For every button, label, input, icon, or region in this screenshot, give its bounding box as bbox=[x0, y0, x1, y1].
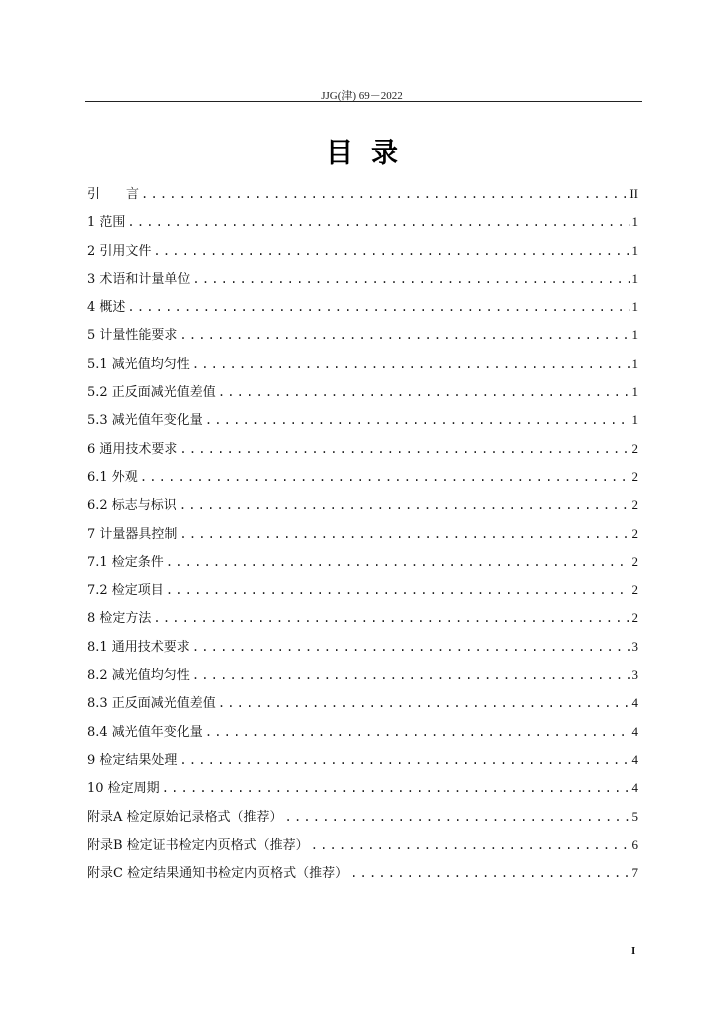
toc-dot-leader bbox=[205, 406, 630, 434]
toc-dot-leader bbox=[285, 803, 630, 831]
toc-dot-leader bbox=[141, 180, 627, 208]
toc-entry[interactable] bbox=[87, 350, 638, 378]
toc-entry-page: 1 bbox=[631, 214, 638, 230]
toc-entry-page: 2 bbox=[631, 468, 638, 484]
toc-entry[interactable] bbox=[87, 576, 638, 604]
toc-dot-leader bbox=[192, 265, 629, 293]
toc-entry-page: 6 bbox=[631, 836, 638, 852]
toc-entry-label: 5.1 减光值均匀性 bbox=[87, 356, 190, 372]
toc-entry[interactable] bbox=[87, 237, 638, 265]
toc-entry[interactable] bbox=[87, 180, 638, 208]
toc-entry-label: 6.2 标志与标识 bbox=[87, 498, 177, 514]
toc-dot-leader bbox=[166, 548, 630, 576]
toc-entry-label: 5.2 正反面减光值差值 bbox=[87, 385, 216, 401]
toc-entry-page: 1 bbox=[631, 270, 638, 286]
toc-entry-page: 1 bbox=[631, 384, 638, 400]
toc-dot-leader bbox=[179, 491, 630, 519]
toc-entry-label: 5 计量性能要求 bbox=[87, 328, 178, 344]
toc-entry[interactable] bbox=[87, 378, 638, 406]
toc-entry-label: 附录B 检定证书检定内页格式（推荐） bbox=[87, 837, 309, 853]
toc-entry[interactable] bbox=[87, 718, 638, 746]
toc-entry[interactable] bbox=[87, 321, 638, 349]
toc-entry-label: 6 通用技术要求 bbox=[87, 441, 178, 457]
toc-entry-label: 附录C 检定结果通知书检定内页格式（推荐） bbox=[87, 866, 349, 882]
toc-entry-page: 2 bbox=[631, 440, 638, 456]
toc-entry-label: 4 概述 bbox=[87, 300, 126, 316]
toc-dot-leader bbox=[179, 520, 629, 548]
toc-entry-page: II bbox=[629, 186, 638, 201]
toc-entry[interactable] bbox=[87, 831, 638, 859]
toc-dot-leader bbox=[127, 208, 629, 236]
toc-entry-label: 8.1 通用技术要求 bbox=[87, 639, 190, 655]
toc-entry[interactable] bbox=[87, 265, 638, 293]
toc-entry[interactable] bbox=[87, 633, 638, 661]
toc-entry-page: 3 bbox=[631, 667, 638, 683]
toc-entry-label: 8.2 减光值均匀性 bbox=[87, 668, 190, 684]
toc-entry-page: 2 bbox=[631, 525, 638, 541]
toc-dot-leader bbox=[153, 604, 629, 632]
toc-entry-page: 3 bbox=[631, 638, 638, 654]
toc-entry[interactable] bbox=[87, 293, 638, 321]
toc-entry-label: 引 言 bbox=[87, 187, 140, 202]
toc-entry-page: 7 bbox=[631, 865, 638, 881]
toc-entry-page: 4 bbox=[631, 751, 638, 767]
toc-entry[interactable] bbox=[87, 463, 638, 491]
document-code-header: JJG(津) 69－2022 bbox=[321, 90, 403, 102]
toc-entry[interactable] bbox=[87, 689, 638, 717]
toc-entry[interactable] bbox=[87, 604, 638, 632]
toc-entry-page: 1 bbox=[631, 412, 638, 428]
toc-entry[interactable] bbox=[87, 208, 638, 236]
toc-entry[interactable] bbox=[87, 859, 638, 887]
toc-dot-leader bbox=[192, 350, 630, 378]
toc-entry[interactable] bbox=[87, 661, 638, 689]
toc-entry[interactable] bbox=[87, 491, 638, 519]
toc-entry[interactable] bbox=[87, 406, 638, 434]
toc-entry-label: 8.4 减光值年变化量 bbox=[87, 724, 203, 740]
toc-entry-page: 1 bbox=[631, 242, 638, 258]
toc-entry[interactable] bbox=[87, 435, 638, 463]
toc-dot-leader bbox=[205, 718, 630, 746]
toc-dot-leader bbox=[179, 435, 629, 463]
toc-dot-leader bbox=[179, 746, 629, 774]
toc-entry-page: 4 bbox=[631, 723, 638, 739]
toc-dot-leader bbox=[166, 576, 630, 604]
toc-entry[interactable] bbox=[87, 520, 638, 548]
toc-entry-label: 5.3 减光值年变化量 bbox=[87, 413, 203, 429]
toc-entry-label: 9 检定结果处理 bbox=[87, 752, 178, 768]
toc-entry[interactable] bbox=[87, 548, 638, 576]
toc-entry-page: 4 bbox=[631, 695, 638, 711]
toc-entry-page: 1 bbox=[631, 299, 638, 315]
toc-entry-label: 7.2 检定项目 bbox=[87, 583, 164, 599]
toc-entry-label: 附录A 检定原始记录格式（推荐） bbox=[87, 809, 283, 825]
toc-dot-leader bbox=[311, 831, 630, 859]
toc-entry-label: 1 范围 bbox=[87, 215, 126, 231]
toc-dot-leader bbox=[153, 237, 629, 265]
toc-entry-page: 4 bbox=[631, 780, 638, 796]
toc-entry-label: 7.1 检定条件 bbox=[87, 554, 164, 570]
toc-entry-label: 2 引用文件 bbox=[87, 243, 152, 259]
toc-entry-page: 5 bbox=[631, 808, 638, 824]
toc-dot-leader bbox=[218, 689, 630, 717]
page-title: 目录 bbox=[326, 138, 416, 169]
toc-entry-label: 10 检定周期 bbox=[87, 781, 160, 797]
toc-entry-label: 3 术语和计量单位 bbox=[87, 271, 191, 287]
toc-entry[interactable] bbox=[87, 746, 638, 774]
toc-entry-page: 2 bbox=[631, 553, 638, 569]
toc-entry-label: 7 计量器具控制 bbox=[87, 526, 178, 542]
header-divider bbox=[85, 101, 642, 102]
toc-entry-page: 2 bbox=[631, 610, 638, 626]
toc-entry-page: 1 bbox=[631, 327, 638, 343]
toc-dot-leader bbox=[179, 321, 629, 349]
toc-entry-page: 1 bbox=[631, 355, 638, 371]
toc-entry-label: 8 检定方法 bbox=[87, 611, 152, 627]
toc-dot-leader bbox=[350, 859, 629, 887]
toc-dot-leader bbox=[127, 293, 629, 321]
toc-entry-label: 8.3 正反面减光值差值 bbox=[87, 696, 216, 712]
toc-dot-leader bbox=[192, 633, 630, 661]
page-number: I bbox=[631, 945, 636, 957]
toc-dot-leader bbox=[140, 463, 630, 491]
toc-entry-page: 2 bbox=[631, 582, 638, 598]
toc-dot-leader bbox=[162, 774, 630, 802]
table-of-contents bbox=[87, 180, 638, 887]
toc-dot-leader bbox=[218, 378, 630, 406]
toc-entry[interactable] bbox=[87, 803, 638, 831]
toc-entry-label: 6.1 外观 bbox=[87, 469, 138, 485]
toc-entry-page: 2 bbox=[631, 497, 638, 513]
toc-entry[interactable] bbox=[87, 774, 638, 802]
toc-dot-leader bbox=[192, 661, 630, 689]
